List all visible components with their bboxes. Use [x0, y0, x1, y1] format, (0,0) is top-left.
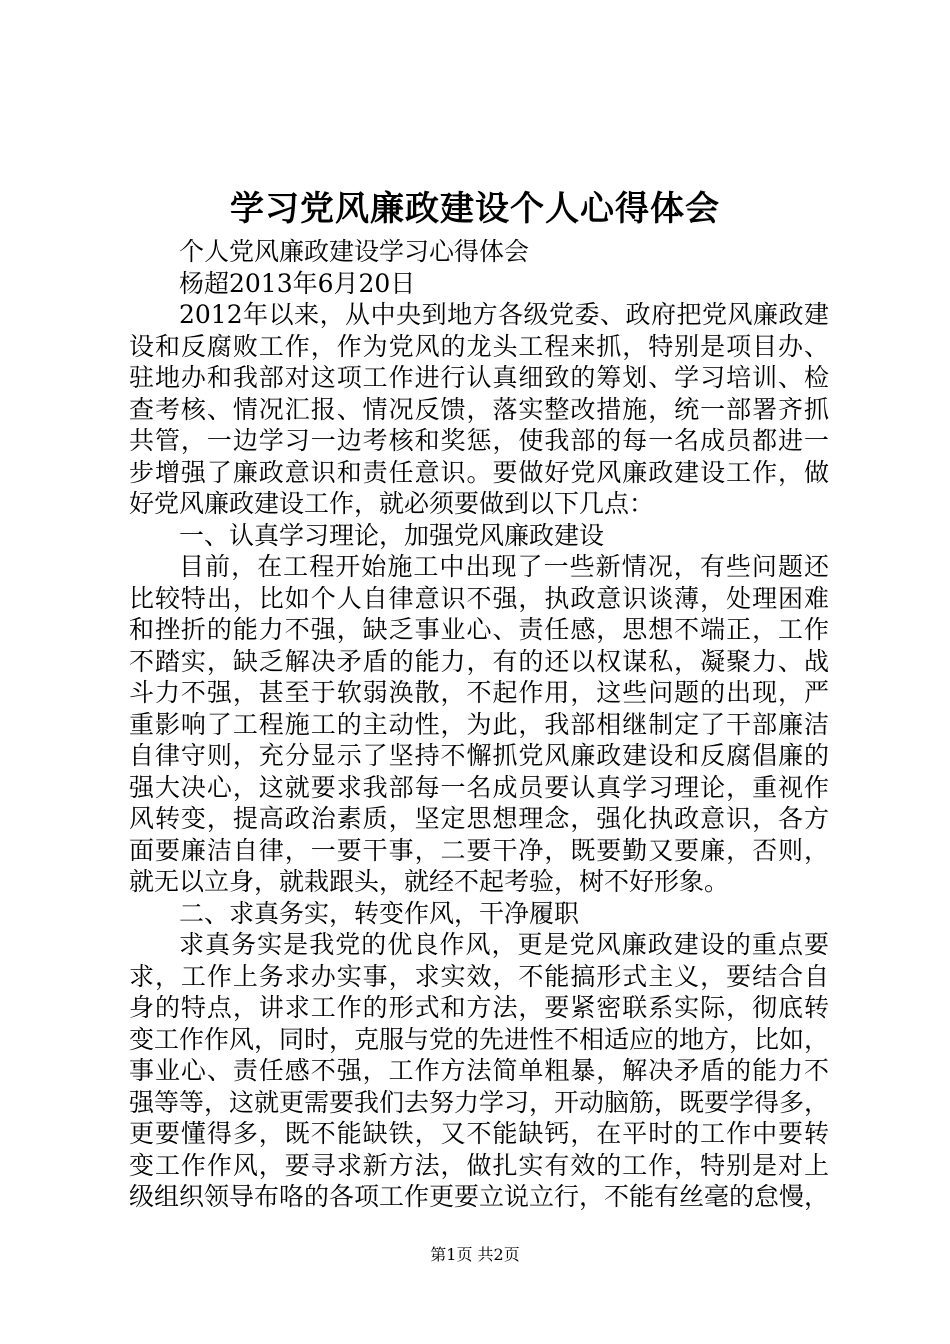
body-text-line: 级组织领导布咯的各项工作更要立说立行，不能有丝毫的怠慢，	[129, 1182, 829, 1211]
body-text-line: 好党风廉政建设工作，就必须要做到以下几点：	[129, 489, 655, 518]
body-text-line: 设和反腐败工作，作为党风的龙头工程来抓，特别是项目办、	[129, 331, 829, 361]
body-text-line: 更要懂得多，既不能缺铁，又不能缺钙，在平时的工作中要转	[129, 1119, 829, 1148]
body-text-line: 驻地办和我部对这项工作进行认真细致的筹划、学习培训、检	[129, 363, 829, 392]
body-text-line: 求，工作上务求办实事，求实效，不能搞形式主义，要结合自	[129, 961, 829, 991]
body-text-line: 风转变，提高政治素质，坚定思想理念，强化执政意识，各方	[129, 804, 829, 833]
body-text-line: 查考核、情况汇报、情况反馈，落实整改措施，统一部署齐抓	[129, 394, 829, 424]
body-text-line: 不踏实，缺乏解决矛盾的能力，有的还以权谋私，凝聚力、战	[129, 646, 829, 676]
document-body	[129, 236, 829, 1213]
body-text-line: 步增强了廉政意识和责任意识。要做好党风廉政建设工作，做	[129, 457, 829, 487]
body-text-line: 目前，在工程开始施工中出现了一些新情况，有些问题还	[179, 552, 829, 581]
body-text-line: 面要廉洁自律，一要干事，二要干净，既要勤又要廉，否则，	[129, 835, 829, 865]
body-text-line: 变工作作风，同时，克服与党的先进性不相适应的地方，比如，	[129, 1024, 829, 1054]
document-title: 学习党风廉政建设个人心得体会	[230, 189, 720, 229]
body-text-line: 2012年以来，从中央到地方各级党委、政府把党风廉政建	[179, 300, 829, 329]
body-text-line: 自律守则，充分显示了坚持不懈抓党风廉政建设和反腐倡廉的	[129, 741, 829, 770]
body-text-line: 重影响了工程施工的主动性，为此，我部相继制定了干部廉洁	[129, 709, 829, 739]
body-text-line: 变工作作风，要寻求新方法，做扎实有效的工作，特别是对上	[129, 1150, 829, 1180]
body-text-line: 就无以立身，就栽跟头，就经不起考验，树不好形象。	[129, 867, 730, 896]
body-text-line: 杨超2013年6月20日	[179, 268, 416, 298]
body-text-line: 和挫折的能力不强，缺乏事业心、责任感，思想不端正，工作	[129, 615, 829, 644]
page-footer: 第1页 共2页	[430, 1245, 520, 1264]
body-text-line: 共管，一边学习一边考核和奖惩，使我部的每一名成员都进一	[129, 426, 829, 455]
body-text-line: 强等等，这就更需要我们去努力学习，开动脑筋，既要学得多，	[129, 1087, 829, 1117]
body-text-line: 事业心、责任感不强，工作方法简单粗暴，解决矛盾的能力不	[129, 1056, 829, 1085]
body-text-line: 个人党风廉政建设学习心得体会	[179, 237, 530, 266]
body-text-line: 一、认真学习理论，加强党风廉政建设	[179, 520, 605, 550]
body-text-line: 二、求真务实，转变作风，干净履职	[179, 898, 580, 928]
body-text-line: 身的特点，讲求工作的形式和方法，要紧密联系实际，彻底转	[129, 993, 829, 1022]
body-text-line: 斗力不强，甚至于软弱涣散，不起作用，这些问题的出现，严	[129, 678, 829, 707]
body-text-line: 求真务实是我党的优良作风，更是党风廉政建设的重点要	[179, 930, 829, 959]
body-text-line: 比较特出，比如个人自律意识不强，执政意识谈薄，处理困难	[129, 583, 829, 613]
body-text-line: 强大决心，这就要求我部每一名成员要认真学习理论，重视作	[129, 772, 829, 802]
